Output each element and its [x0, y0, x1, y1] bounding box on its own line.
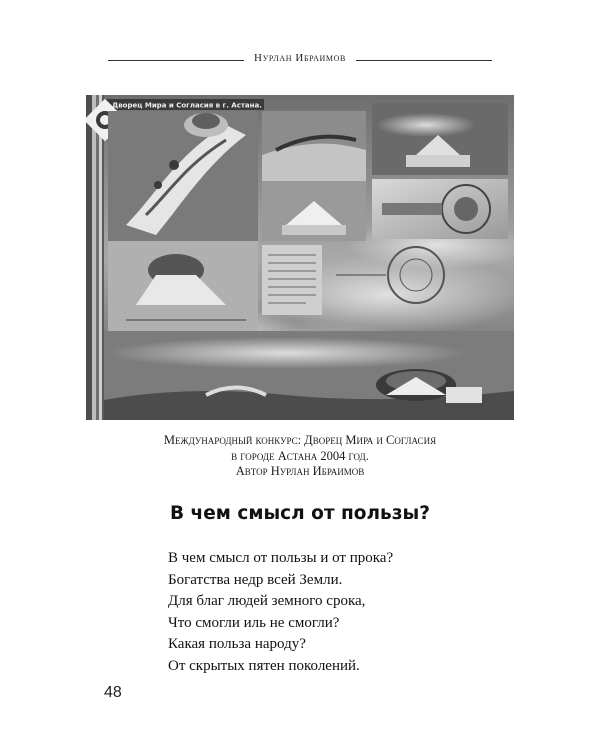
poem-title: В чем смысл от пользы? — [170, 503, 430, 524]
caption-line: Автор Нурлан Ибраимов — [235, 464, 365, 478]
running-header — [0, 50, 600, 70]
caption-line: в городе Астана 2004 год. — [231, 448, 369, 463]
poem-line: В чем смысл от пользы и от прока? — [168, 550, 394, 566]
poster-illustration — [86, 95, 514, 420]
poem-line: Какая польза народу? — [168, 636, 306, 652]
header-author: Нурлан Ибраимов — [254, 52, 346, 64]
poem-line: От скрытых пятен поколений. — [168, 657, 360, 674]
poem-line: Для благ людей земного срока, — [168, 593, 366, 609]
page-number: 48 — [104, 684, 122, 701]
header-rule-left — [108, 60, 244, 61]
poster-title: Дворец Мира и Согласия в г. Астана. — [112, 101, 262, 110]
poem-body — [168, 548, 488, 677]
poem-line: Богатства недр всей Земли. — [168, 571, 343, 588]
poem-line: Что смогли иль не смогли? — [168, 614, 340, 631]
architecture-poster-image — [86, 95, 514, 420]
caption-line: Международный конкурс: Дворец Мира и Согласия — [163, 433, 437, 447]
figure-caption — [100, 433, 500, 480]
header-rule-right — [356, 60, 492, 61]
